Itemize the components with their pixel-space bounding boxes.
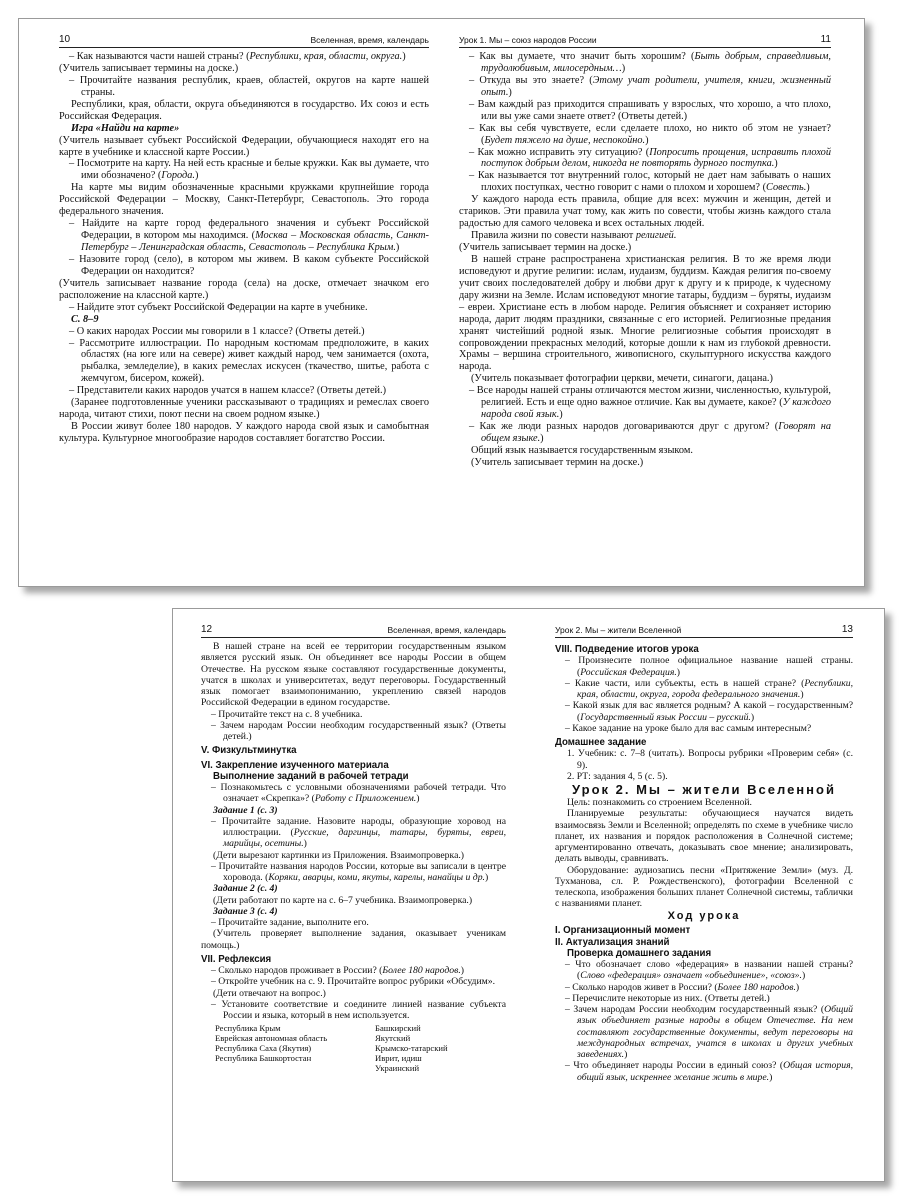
region-name: Республика Крым — [215, 1023, 281, 1034]
question-item: – Перечислите некоторые из них. (Ответы детей.) — [555, 993, 853, 1004]
page-text — [59, 51, 429, 445]
question-item: – Назовите город (село), в котором мы живем. В каком субъекте Российской Федерации он находится? — [59, 254, 429, 278]
language-name: Иврит, идиш — [375, 1052, 422, 1063]
question-item: – Зачем народам России необходим государственный язык? (Общий язык объединяет разные народы в общем Отечестве. На нем составляют государственные документы, ведут переговоры на международных встречах, учатся в школах и других учебных заведениях.) — [555, 1004, 853, 1060]
question-item: – Как называется тот внутренний голос, который не дает нам забывать о наших плохих поступках, честно говорит с нами о плохом и хорошем? (Совесть.) — [459, 170, 831, 194]
page-text — [459, 51, 831, 469]
language-name: Украинский — [375, 1062, 420, 1073]
running-header — [459, 33, 831, 48]
page-number: 10 — [59, 34, 71, 45]
page-number: 13 — [841, 624, 853, 635]
section-marker: С. 8–9 — [71, 313, 99, 325]
question-item: – Как можно исправить эту ситуацию? (Попросить прощения, исправить плохой поступок добрым делом, никогда не повторять дурного поступка.) — [459, 147, 831, 171]
running-header — [555, 623, 853, 638]
paragraph: На карте мы видим обозначенные красными кружками крупнейшие города Российской Федерации – Москву, Санкт-Петербург, Севастополь. Это города федерального значения. — [59, 182, 429, 218]
question-item: – Прочитайте задание. Назовите народы, образующие хоровод на иллюстрации. (Русские, даргинцы, татары, буряты, евреи, марийцы, осетины.) — [201, 816, 506, 850]
homework-item: 1. Учебник: с. 7–8 (читать). Вопросы рубрики «Проверим себя» (с. 9). — [567, 748, 853, 771]
teacher-note: (Дети работают по карте на с. 6–7 учебника. Взаимопроверка.) — [213, 894, 473, 906]
question-item: – Как же люди разных народов договариваются друг с другом? (Говорят на общем языке.) — [459, 421, 831, 445]
question-item: – Зачем народам России необходим государственный язык? (Ответы детей.) — [201, 720, 506, 743]
running-header — [201, 623, 506, 638]
question-item: – О каких народах России мы говорили в 1 классе? (Ответы детей.) — [59, 326, 429, 338]
header-title: Вселенная, время, календарь — [310, 35, 429, 45]
teacher-note: (Учитель записывает термин на доске.) — [459, 242, 632, 253]
question-item: – Сколько народов живет в России? (Более 180 народов.) — [555, 982, 853, 993]
match-right-column — [375, 1024, 506, 1073]
question-item: – Откуда вы это знаете? (Этому учат родители, учителя, книги, жизненный опыт.) — [459, 75, 831, 99]
region-name: Республика Башкортостан — [215, 1052, 312, 1063]
planned-results: Планируемые результаты: обучающиеся научатся видеть взаимосвязь Земли и Вселенной; определять по схеме в учебнике число планет, их названия и порядок расположения в Солнечной системе; аргументированно отвечать, доказывать свое мнение; анализировать, делать выводы, сравнивать. — [555, 808, 853, 865]
page-text — [555, 641, 853, 1083]
paragraph: У каждого народа есть правила, общие для всех: мужчин и женщин, детей и стариков. Эти правила учат тому, как жить по совести, чтобы жизнь каждого стала радостью для самого человека и всех остальных людей. — [459, 194, 831, 230]
section-heading: VIII. Подведение итогов урока — [555, 644, 699, 655]
question-item: – Какие части, или субъекты, есть в нашей стране? (Республики, края, области, округа, города федерального значения.) — [555, 678, 853, 701]
question-item: – Как вы думаете, что значит быть хорошим? (Быть добрым, справедливым, трудолюбивым, милосердным…) — [459, 51, 831, 75]
region-name: Еврейская автономная область — [215, 1033, 328, 1044]
question-item: – Прочитайте названия народов России, которые вы записали в центре хоровода. (Коряки, аварцы, коми, якуты, карелы, нанайцы и др.) — [201, 861, 506, 884]
question-item: – Произнесите полное официальное название нашей страны. (Российская Федерация.) — [555, 655, 853, 678]
task-heading: Задание 3 (с. 4) — [213, 905, 278, 917]
question-item: – Прочитайте текст на с. 8 учебника. — [201, 709, 506, 720]
teacher-note: (Учитель называет субъект Российской Федерации, обучающиеся находят его на карте в учебнике и классной карте России.) — [59, 134, 429, 158]
paragraph: Общий язык называется государственным языком. — [471, 444, 693, 456]
section-heading: Домашнее задание — [555, 737, 647, 748]
section-heading: II. Актуализация знаний — [555, 936, 670, 948]
lesson-plan-heading: Ход урока — [667, 909, 741, 922]
question-item: – Как называются части нашей страны? (Республики, края, области, округа.) — [59, 51, 429, 63]
lesson-goal: Цель: познакомить со строением Вселенной. — [567, 797, 752, 809]
task-heading: Задание 1 (с. 3) — [213, 804, 278, 816]
teacher-note: (Дети вырезают картинки из Приложения. Взаимопроверка.) — [213, 849, 465, 861]
question-item: – Как вы себя чувствуете, если сделаете плохо, но никто об этом не узнает? (Будет тяжело на душе, неспокойно.) — [459, 123, 831, 147]
question-item: – Представители каких народов учатся в нашем классе? (Ответы детей.) — [59, 385, 429, 397]
page-number: 11 — [820, 34, 831, 45]
teacher-note: (Учитель показывает фотографии церкви, мечети, синагоги, дацана.) — [471, 373, 773, 385]
teacher-note: (Заранее подготовленные ученики рассказывают о традициях и ремеслах своего народа, читают стихи, поют песни на своем родном языке.) — [59, 397, 429, 421]
language-name: Якутский — [375, 1033, 411, 1044]
section-heading: VII. Рефлексия — [201, 953, 272, 965]
question-item: – Сколько народов проживает в России? (Более 180 народов.) — [201, 965, 506, 976]
language-name: Башкирский — [375, 1023, 421, 1034]
subsection-heading: Проверка домашнего задания — [567, 947, 712, 959]
paragraph: Республики, края, области, округа объединяются в государство. Их союз и есть Российская Федерация. — [59, 98, 429, 122]
paragraph: В нашей стране распространена христианская религия. В то же время люди исповедуют и другие религии: ислам, иудаизм, буддизм. Каждая религия по-своему учит своих последователей добру и любви друг к другу и к природе, к чудесному дару жизни на Земле. Ислам исповедуют многие татары, буддизм – буряты, иудаизм – евреи. Христиане есть в любом народе. Религия объясняет и сохраняет историю народа, дарит людям праздники, связанные с его историей. Религиозные предания хранят чистейший родной язык. Многие религиозные события происходят в сопровождении прекрасных мелодий, которые дошли к нам из глубокой древности. Храмы – вершина строительного, живописного, скульптурного искусства каждого народа. — [459, 253, 831, 373]
equipment: Оборудование: аудиозапись песни «Притяжение Земли» (муз. Д. Тухманова, сл. Р. Рождественского), фотографии Вселенной с телескопа, изображения больших планет Солнечной системы, таблички с названиями планет. — [555, 864, 853, 910]
question-item: – Все народы нашей страны отличаются местом жизни, численностью, культурой, религией. Есть и еще одно важное отличие. Как вы думаете, какое? (У каждого народа свой язык.) — [459, 385, 831, 421]
language-name: Крымско-татарский — [375, 1043, 448, 1053]
section-heading: I. Организационный момент — [555, 925, 691, 937]
teacher-note: (Учитель записывает название города (села) на доске, отмечает значком его расположение на классной карте.) — [59, 277, 429, 301]
question-item: – Найдите этот субъект Российской Федерации на карте в учебнике. — [59, 302, 429, 314]
running-header — [59, 33, 429, 48]
page-text — [201, 641, 506, 1074]
teacher-note: (Учитель записывает термин на доске.) — [471, 456, 644, 468]
paragraph: Правила жизни по совести называют религией. — [471, 230, 677, 242]
book-spread-pages-10-11 — [18, 18, 865, 587]
game-heading: Игра «Найди на карте» — [71, 122, 180, 134]
section-heading: V. Физкультминутка — [201, 745, 297, 757]
section-heading: VI. Закрепление изученного материала — [201, 759, 389, 771]
question-item: – Какой язык для вас является родным? А какой – государственным? (Государственный язык России – русский.) — [555, 700, 853, 723]
question-item: – Что объединяет народы России в единый союз? (Общая история, общий язык, искреннее желание жить в мире.) — [555, 1060, 853, 1083]
question-item: – Установите соответствие и соедините линией название субъекта России и языка, который в нем используется. — [201, 999, 506, 1022]
homework-item: 2. РТ: задания 4, 5 (с. 5). — [567, 770, 668, 782]
matching-table — [215, 1024, 506, 1073]
question-item: – Посмотрите на карту. На ней есть красные и белые кружки. Как вы думаете, что ими обозначено? (Города.) — [59, 158, 429, 182]
question-item: – Прочитайте названия республик, краев, областей, округов на карте нашей страны. — [59, 75, 429, 99]
question-item: – Прочитайте задание, выполните его. — [201, 917, 506, 928]
header-title: Вселенная, время, календарь — [387, 625, 506, 635]
paragraph: В России живут более 180 народов. У каждого народа свой язык и самобытная культура. Культурное многообразие народов составляет богатство России. — [59, 421, 429, 444]
question-item: – Что обозначает слово «федерация» в названии нашей страны? (Слово «федерация» означает «объединение», «союз».) — [555, 959, 853, 982]
question-item: – Рассмотрите иллюстрации. По народным костюмам предположите, в каких областях (на юге или на севере) живет каждый народ, чем занимается (охота, рыбалка, земледелие), в каких ремеслах искусен (ткачество, шитье, работа с жемчугом, бисером, кожей). — [59, 338, 429, 386]
question-item: – Откройте учебник на с. 9. Прочитайте вопрос рубрики «Обсудим». — [201, 976, 506, 987]
question-item: – Вам каждый раз приходится спрашивать у взрослых, что хорошо, а что плохо, или вы уже сами знаете ответ? (Ответы детей.) — [459, 99, 831, 123]
lesson-title: Урок 2. Мы – жители Вселенной — [572, 782, 836, 797]
question-item: – Познакомьтесь с условными обозначениями рабочей тетради. Что означает «Скрепка»? (Работу с Приложением.) — [201, 782, 506, 805]
teacher-note: (Учитель проверяет выполнение задания, оказывает ученикам помощь.) — [201, 928, 506, 951]
question-item: – Какое задание на уроке было для вас самым интересным? — [555, 723, 853, 734]
match-left-column — [215, 1024, 369, 1073]
question-item: – Найдите на карте город федерального значения и субъект Российской Федерации, в котором мы находимся. (Москва – Московская область, Санкт-Петербург – Ленинградская область, Севастополь – Республика Крым.) — [59, 218, 429, 254]
region-name: Республика Саха (Якутия) — [215, 1043, 312, 1053]
page-number: 12 — [201, 624, 213, 635]
subsection-heading: Выполнение заданий в рабочей тетради — [213, 770, 409, 782]
header-title: Урок 1. Мы – союз народов России — [459, 35, 597, 45]
paragraph: В нашей стране на всей ее территории государственным языком является русский язык. Он объединяет все народы России в общем Отечестве. На русском языке составляют государственные документы, учатся в школах и университетах, ведут переговоры. Государственный язык помогает взаимопониманию, укреплению связей народов Российской Федерации в едином государстве. — [201, 641, 506, 709]
book-spread-pages-12-13 — [172, 608, 885, 1182]
teacher-note: (Учитель записывает термины на доске.) — [59, 62, 239, 74]
header-title: Урок 2. Мы – жители Вселенной — [555, 625, 682, 635]
teacher-note: (Дети отвечают на вопрос.) — [213, 987, 326, 999]
task-heading: Задание 2 (с. 4) — [213, 883, 278, 895]
